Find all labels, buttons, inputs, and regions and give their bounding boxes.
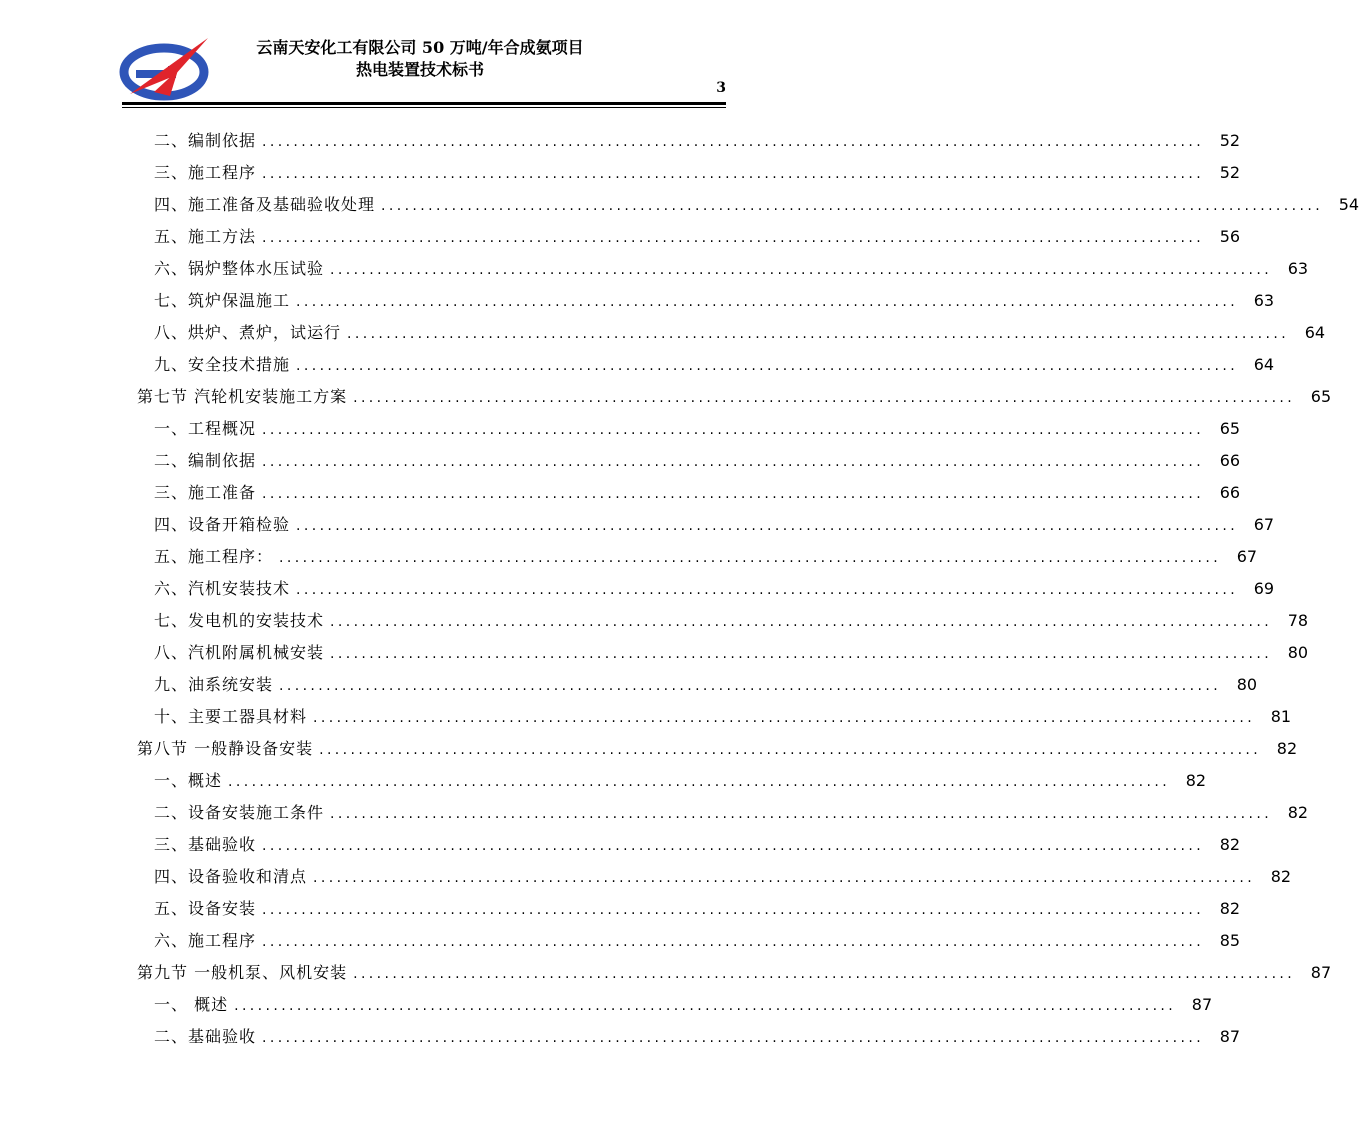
toc-leader-dots: ........................................................................................................................ [296, 358, 1239, 374]
toc-entry-page: 81 [1270, 707, 1292, 726]
toc-entry-page: 80 [1236, 675, 1258, 694]
company-logo-icon [120, 36, 212, 100]
toc-entry[interactable] [137, 509, 1275, 541]
toc-entry[interactable] [137, 477, 1241, 509]
toc-entry-label: 第九节 一般机泵、风机安装 [137, 963, 348, 982]
toc-leader-dots: ........................................................................................................................ [353, 966, 1296, 982]
header-rule-thin [122, 107, 726, 108]
toc-leader-dots: ........................................................................................................................ [313, 870, 1256, 886]
toc-entry-page: 52 [1219, 163, 1241, 182]
toc-entry-page: 82 [1270, 867, 1292, 886]
toc-leader-dots: ........................................................................................................................ [330, 262, 1273, 278]
toc-leader-dots: ........................................................................................................................ [330, 806, 1273, 822]
toc-entry[interactable] [137, 253, 1309, 285]
toc-entry[interactable] [137, 829, 1241, 861]
toc-entry-label: 六、施工程序 [154, 931, 257, 950]
toc-entry[interactable] [137, 157, 1241, 189]
toc-leader-dots: ........................................................................................................................ [262, 838, 1205, 854]
toc-entry-page: 65 [1219, 419, 1241, 438]
toc-entry-label: 七、筑炉保温施工 [154, 291, 291, 310]
toc-entry-page: 87 [1310, 963, 1332, 982]
toc-entry-label: 五、设备安装 [154, 899, 257, 918]
toc-section-entry[interactable] [137, 957, 1332, 989]
toc-entry[interactable] [137, 669, 1258, 701]
toc-entry-page: 80 [1287, 643, 1309, 662]
toc-entry-page: 64 [1304, 323, 1326, 342]
toc-leader-dots: ........................................................................................................................ [330, 646, 1273, 662]
toc-entry[interactable] [137, 925, 1241, 957]
toc-entry-page: 87 [1219, 1027, 1241, 1046]
toc-entry-label: 二、编制依据 [154, 451, 257, 470]
toc-entry-label: 五、施工方法 [154, 227, 257, 246]
toc-entry-page: 82 [1276, 739, 1298, 758]
toc-entry-label: 七、发电机的安装技术 [154, 611, 325, 630]
toc-entry-page: 54 [1338, 195, 1359, 214]
toc-leader-dots: ........................................................................................................................ [313, 710, 1256, 726]
toc-entry-label: 二、基础验收 [154, 1027, 257, 1046]
table-of-contents [137, 125, 1359, 1053]
toc-entry-label: 一、 概述 [154, 995, 229, 1014]
toc-entry[interactable] [137, 605, 1309, 637]
toc-leader-dots: ........................................................................................................................ [319, 742, 1262, 758]
toc-entry-page: 66 [1219, 483, 1241, 502]
toc-leader-dots: ........................................................................................................................ [347, 326, 1290, 342]
toc-leader-dots: ........................................................................................................................ [330, 614, 1273, 630]
toc-leader-dots: ........................................................................................................................ [296, 582, 1239, 598]
toc-entry-page: 66 [1219, 451, 1241, 470]
toc-entry-page: 82 [1185, 771, 1207, 790]
toc-entry-page: 64 [1253, 355, 1275, 374]
toc-entry[interactable] [137, 861, 1292, 893]
toc-entry-label: 六、汽机安装技术 [154, 579, 291, 598]
toc-entry-page: 65 [1310, 387, 1332, 406]
toc-entry-page: 78 [1287, 611, 1309, 630]
toc-leader-dots: ........................................................................................................................ [262, 166, 1205, 182]
toc-entry-label: 十、主要工器具材料 [154, 707, 308, 726]
toc-entry[interactable] [137, 317, 1326, 349]
toc-leader-dots: ........................................................................................................................ [279, 550, 1222, 566]
toc-section-entry[interactable] [137, 733, 1298, 765]
toc-section-entry[interactable] [137, 381, 1332, 413]
toc-leader-dots: ........................................................................................................................ [262, 902, 1205, 918]
page-header [0, 0, 794, 115]
toc-entry[interactable] [137, 285, 1275, 317]
toc-entry[interactable] [137, 701, 1292, 733]
toc-entry-label: 三、施工准备 [154, 483, 257, 502]
toc-entry-page: 63 [1287, 259, 1309, 278]
toc-entry[interactable] [137, 189, 1359, 221]
toc-entry-label: 第七节 汽轮机安装施工方案 [137, 387, 348, 406]
toc-entry-label: 二、编制依据 [154, 131, 257, 150]
toc-entry-label: 四、设备验收和清点 [154, 867, 308, 886]
toc-entry-label: 四、设备开箱检验 [154, 515, 291, 534]
toc-leader-dots: ........................................................................................................................ [262, 134, 1205, 150]
toc-entry[interactable] [137, 413, 1241, 445]
header-rule-thick [122, 102, 726, 105]
toc-entry-page: 87 [1191, 995, 1213, 1014]
toc-entry[interactable] [137, 893, 1241, 925]
toc-leader-dots: ........................................................................................................................ [262, 1030, 1205, 1046]
toc-entry-page: 82 [1219, 835, 1241, 854]
toc-entry-label: 六、锅炉整体水压试验 [154, 259, 325, 278]
toc-entry[interactable] [137, 637, 1309, 669]
toc-leader-dots: ........................................................................................................................ [262, 934, 1205, 950]
toc-entry[interactable] [137, 989, 1213, 1021]
toc-entry-page: 67 [1236, 547, 1258, 566]
document-title: 云南天安化工有限公司 50 万吨/年合成氨项目 [256, 38, 584, 57]
toc-entry-page: 52 [1219, 131, 1241, 150]
toc-entry-label: 三、施工程序 [154, 163, 257, 182]
toc-entry[interactable] [137, 573, 1275, 605]
toc-entry-label: 九、油系统安装 [154, 675, 274, 694]
toc-entry-label: 一、工程概况 [154, 419, 257, 438]
toc-leader-dots: ........................................................................................................................ [262, 422, 1205, 438]
toc-entry-page: 67 [1253, 515, 1275, 534]
toc-entry-label: 八、汽机附属机械安装 [154, 643, 325, 662]
toc-entry-label: 五、施工程序： [154, 547, 274, 566]
toc-entry[interactable] [137, 797, 1309, 829]
toc-leader-dots: ........................................................................................................................ [262, 486, 1205, 502]
toc-leader-dots: ........................................................................................................................ [381, 198, 1324, 214]
toc-entry-page: 85 [1219, 931, 1241, 950]
page-number: 3 [716, 80, 726, 96]
toc-leader-dots: ........................................................................................................................ [296, 518, 1239, 534]
toc-entry-page: 63 [1253, 291, 1275, 310]
toc-entry-page: 82 [1219, 899, 1241, 918]
toc-entry-label: 四、施工准备及基础验收处理 [154, 195, 376, 214]
toc-leader-dots: ........................................................................................................................ [353, 390, 1296, 406]
document-subtitle: 热电装置技术标书 [355, 60, 484, 79]
toc-entry-label: 第八节 一般静设备安装 [137, 739, 314, 758]
toc-entry[interactable] [137, 541, 1258, 573]
toc-entry[interactable] [137, 221, 1241, 253]
toc-leader-dots: ........................................................................................................................ [279, 678, 1222, 694]
toc-entry[interactable] [137, 765, 1207, 797]
toc-entry[interactable] [137, 445, 1241, 477]
toc-entry[interactable] [137, 1021, 1241, 1053]
toc-entry-label: 八、烘炉、煮炉，试运行 [154, 323, 342, 342]
toc-entry-page: 82 [1287, 803, 1309, 822]
toc-entry-page: 56 [1219, 227, 1241, 246]
toc-leader-dots: ........................................................................................................................ [228, 774, 1171, 790]
toc-leader-dots: ........................................................................................................................ [262, 454, 1205, 470]
toc-entry[interactable] [137, 125, 1241, 157]
toc-entry-label: 九、安全技术措施 [154, 355, 291, 374]
toc-leader-dots: ........................................................................................................................ [234, 998, 1177, 1014]
toc-entry-label: 一、概述 [154, 771, 223, 790]
toc-leader-dots: ........................................................................................................................ [296, 294, 1239, 310]
toc-entry-label: 三、基础验收 [154, 835, 257, 854]
toc-entry-page: 69 [1253, 579, 1275, 598]
toc-leader-dots: ........................................................................................................................ [262, 230, 1205, 246]
toc-entry-label: 二、设备安装施工条件 [154, 803, 325, 822]
toc-entry[interactable] [137, 349, 1275, 381]
